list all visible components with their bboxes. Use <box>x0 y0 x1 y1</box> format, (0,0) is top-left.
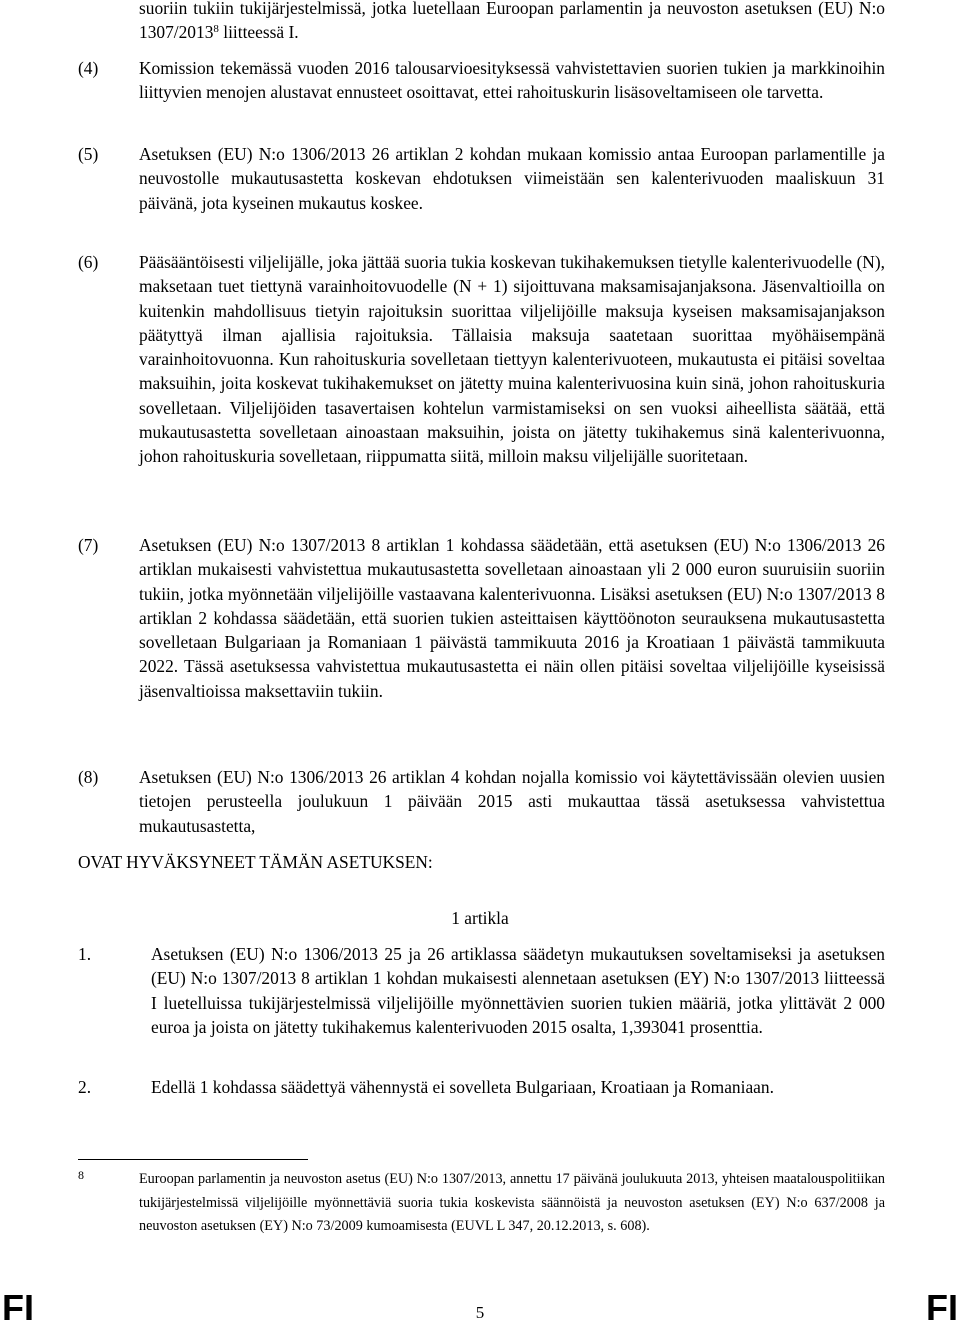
article-item-1-number: 1. <box>78 944 92 964</box>
recital-4-number: (4) <box>78 58 99 78</box>
article-item-1-text: Asetuksen (EU) N:o 1306/2013 25 ja 26 artiklassa säädetyn mukautuksen soveltamiseksi ja asetuksen (EU) N:o 1307/2013 8 artiklan 1 kohdan mukaisesti alennetaan asetuksen (EY) N:o 1307/2013 liitteessä I luetelluissa tukijärjestelmissä viljelijöille myönnettävien suorien tukien määriä, jotka ylittävät 2 000 euroa ja joista on jätetty tukihakemus kalenterivuoden 2015 osalta, 1,393041 prosenttia. <box>151 944 885 1037</box>
recital-7-text: Asetuksen (EU) N:o 1307/2013 8 artiklan 1 kohdassa säädetään, että asetuksen (EU) N:o 1306/2013 26 artiklan mukaisesti vahvistettua mukautusastetta sovelletaan ainoastaan yli 2 000 euron suuruisiin suoriin tukiin, jotka myönnetään viljelijöille vastaavana kalenterivuonna. Lisäksi asetuksen (EU) N:o 1307/2013 8 artiklan 2 kohdassa säädetään, että suorien tukien asteittaisen käyttöönoton seurauksena mukautusastetta sovelletaan Bulgariaan ja Romaniaan 1 päivästä tammikuuta 2016 ja Kroatiaan 1 päivästä tammikuuta 2022. Tässä asetuksessa vahvistettua mukautusastetta ei näin ollen pitäisi soveltaa viljelijöille kyseisissä jäsenvaltioissa maksettaviin tukiin. <box>139 535 885 701</box>
recital-8-number: (8) <box>78 767 99 787</box>
footnote-reference[interactable]: 8 <box>213 23 219 36</box>
article-title: 1 artikla <box>451 908 509 928</box>
language-code-left: FI <box>2 1287 34 1328</box>
recital-8-text: Asetuksen (EU) N:o 1306/2013 26 artiklan 4 kohdan nojalla komissio voi käytettävissään olevien uusien tietojen perusteella joulukuun 1 päivään 2015 asti mukauttaa tässä asetuksessa vahvistettua mukautusastetta, <box>139 767 885 836</box>
language-code-right: FI <box>926 1287 958 1328</box>
recital-4-text: Komission tekemässä vuoden 2016 talousarvioesityksessä vahvistettavien suorien tukien ja markkinoihin liittyvien menojen alustavat ennusteet osoittavat, ettei rahoituskurin lisäsoveltamiseen ole tarvetta. <box>139 58 885 103</box>
recital-5-text: Asetuksen (EU) N:o 1306/2013 26 artiklan 2 kohdan mukaan komissio antaa Euroopan parlamentille ja neuvostolle mukautusastetta koskevan ehdotuksen viimeistään sen kalenterivuoden maaliskuun 31 päivänä, jota kyseinen mukautus koskee. <box>139 144 885 213</box>
footnote-text: Euroopan parlamentin ja neuvoston asetus (EU) N:o 1307/2013, annettu 17 päivänä joulukuuta 2013, yhteisen maatalouspolitiikan tukijärjestelmissä viljelijöille myönnettäviä suoria tukia koskevista säännöistä ja neuvoston asetuksen (EY) N:o 637/2008 ja neuvoston asetuksen (EY) N:o 73/2009 kumoamisesta (EUVL L 347, 20.12.2013, s. 608). <box>139 1171 885 1234</box>
intro-text-a: suoriin tukiin tukijärjestelmissä, jotka luetellaan Euroopan parlamentin ja neuvoston asetuksen (EU) N:o 1307/2013 <box>139 0 885 43</box>
recital-6-text: Pääsääntöisesti viljelijälle, joka jättää suoria tukia koskevan tukihakemuksen tietylle kalenterivuodelle (N), maksetaan tuet tiettynä varainhoitovuodelle (N + 1) sijoittuvana maksamisajanjaksona. Jäsenvaltioilla on kuitenkin mahdollisuus tietyin rajoituksin suorittaa viljelijöille maksuja kyseisen maksamisajanjakson päätyttyä ilman ajallisia rajoituksia. Tällaisia maksuja saatetaan suorittaa myöhäisempänä varainhoitovuonna. Kun rahoituskuria sovelletaan tiettyyn kalenterivuoteen, mukautusta ei pitäisi soveltaa maksuihin, joita koskevat tukihakemukset on jätetty muina kalenterivuosina kuin sinä, johon rahoituskuria sovelletaan. Viljelijöiden tasavertaisen kohtelun varmistamiseksi on sen vuoksi aiheellista säätää, että mukautusastetta sovelletaan ainoastaan maksuihin, joista on jätetty tukihakemus sinä kalenterivuonna, johon rahoituskuria sovelletaan, riippumatta siitä, milloin maksu viljelijälle suoritetaan. <box>139 252 885 467</box>
recital-3-continuation <box>139 0 885 45</box>
footnote-mark: 8 <box>78 1168 84 1182</box>
article-item-2-number: 2. <box>78 1077 92 1097</box>
recital-6-number: (6) <box>78 252 99 272</box>
footnote-separator <box>78 1159 308 1160</box>
recital-5-number: (5) <box>78 144 99 164</box>
page-number: 5 <box>475 1303 485 1322</box>
enacting-statement: OVAT HYVÄKSYNEET TÄMÄN ASETUKSEN: <box>78 852 433 872</box>
intro-text-b: liitteessä I. <box>218 22 299 43</box>
article-item-2-text: Edellä 1 kohdassa säädettyä vähennystä ei sovelleta Bulgariaan, Kroatiaan ja Romaniaan. <box>151 1077 774 1097</box>
recital-7-number: (7) <box>78 535 99 555</box>
